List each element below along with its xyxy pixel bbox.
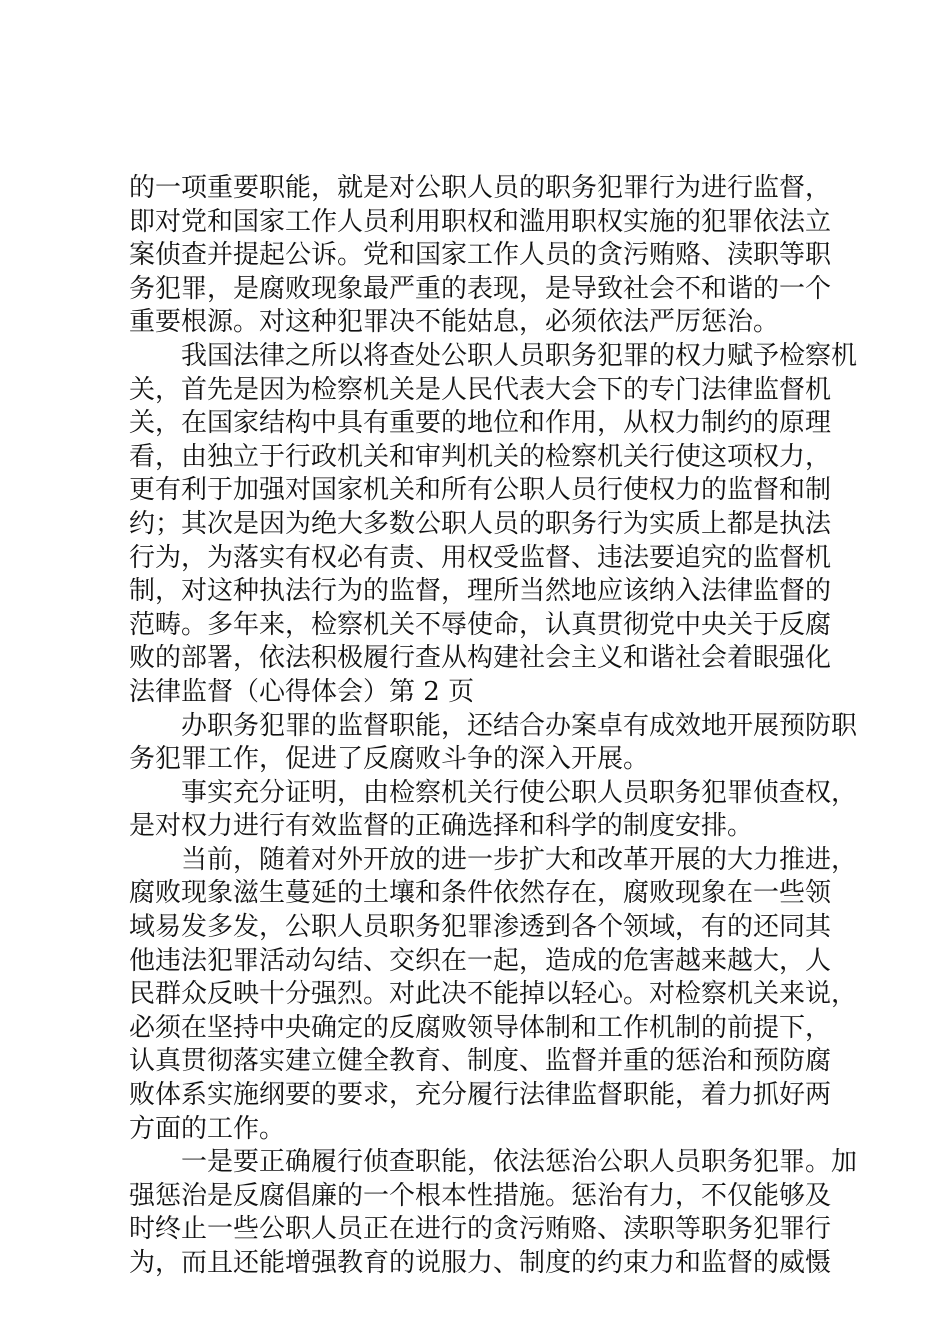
text-line: 重要根源。对这种犯罪决不能姑息，必须依法严厉惩治。: [129, 307, 780, 338]
text-line: 关，首先是因为检察机关是人民代表大会下的专门法律监督机: [129, 374, 832, 405]
text-line: 关，在国家结构中具有重要的地位和作用，从权力制约的原理: [129, 408, 832, 439]
text-line: 时终止一些公职人员正在进行的贪污贿赂、渎职等职务犯罪行: [129, 1214, 832, 1245]
text-line: 腐败现象滋生蔓延的土壤和条件依然存在，腐败现象在一些领: [129, 878, 832, 909]
text-line: 事实充分证明，由检察机关行使公职人员职务犯罪侦查权，: [181, 777, 858, 808]
text-line: 一是要正确履行侦查职能，依法惩治公职人员职务犯罪。加: [181, 1147, 858, 1178]
text-line: 必须在坚持中央确定的反腐败领导体制和工作机制的前提下，: [129, 1012, 832, 1043]
text-line: 法律监督（心得体会）第 2 页: [129, 676, 475, 707]
text-line: 败体系实施纲要的要求，充分履行法律监督职能，着力抓好两: [129, 1080, 832, 1111]
text-line: 范畴。多年来，检察机关不辱使命，认真贯彻党中央关于反腐: [129, 609, 832, 640]
text-line: 域易发多发，公职人员职务犯罪渗透到各个领域，有的还同其: [129, 912, 832, 943]
text-line: 认真贯彻落实建立健全教育、制度、监督并重的惩治和预防腐: [129, 1046, 832, 1077]
text-line: 当前，随着对外开放的进一步扩大和改革开展的大力推进，: [181, 844, 858, 875]
text-line: 他违法犯罪活动勾结、交织在一起，造成的危害越来越大，人: [129, 945, 832, 976]
text-line: 民群众反映十分强烈。对此决不能掉以轻心。对检察机关来说，: [129, 979, 858, 1010]
text-line: 我国法律之所以将查处公职人员职务犯罪的权力赋予检察机: [181, 340, 858, 371]
body-text: [129, 172, 858, 1281]
text-line: 方面的工作。: [129, 1113, 286, 1144]
text-line: 更有利于加强对国家机关和所有公职人员行使权力的监督和制: [129, 475, 832, 506]
text-line: 强惩治是反腐倡廉的一个根本性措施。惩治有力，不仅能够及: [129, 1180, 832, 1211]
text-line: 约；其次是因为绝大多数公职人员的职务行为实质上都是执法: [129, 508, 832, 539]
text-line: 办职务犯罪的监督职能，还结合办案卓有成效地开展预防职: [181, 710, 858, 741]
text-line: 务犯罪工作，促进了反腐败斗争的深入开展。: [129, 744, 650, 775]
text-line: 的一项重要职能，就是对公职人员的职务犯罪行为进行监督，: [129, 173, 832, 203]
text-line: 案侦查并提起公诉。党和国家工作人员的贪污贿赂、渎职等职: [129, 240, 832, 271]
text-line: 是对权力进行有效监督的正确选择和科学的制度安排。: [129, 811, 754, 842]
text-line: 行为，为落实有权必有责、用权受监督、违法要追究的监督机: [129, 542, 832, 573]
text-line: 即对党和国家工作人员利用职权和滥用职权实施的犯罪依法立: [129, 206, 832, 237]
text-line: 务犯罪，是腐败现象最严重的表现，是导致社会不和谐的一个: [129, 273, 832, 304]
text-line: 制，对这种执法行为的监督，理所当然地应该纳入法律监督的: [129, 576, 832, 607]
text-line: 看，由独立于行政机关和审判机关的检察机关行使这项权力，: [129, 441, 832, 472]
text-line: 败的部署，依法积极履行查从构建社会主义和谐社会着眼强化: [129, 643, 832, 674]
text-line: 为，而且还能增强教育的说服力、制度的约束力和监督的威慑: [129, 1248, 832, 1278]
